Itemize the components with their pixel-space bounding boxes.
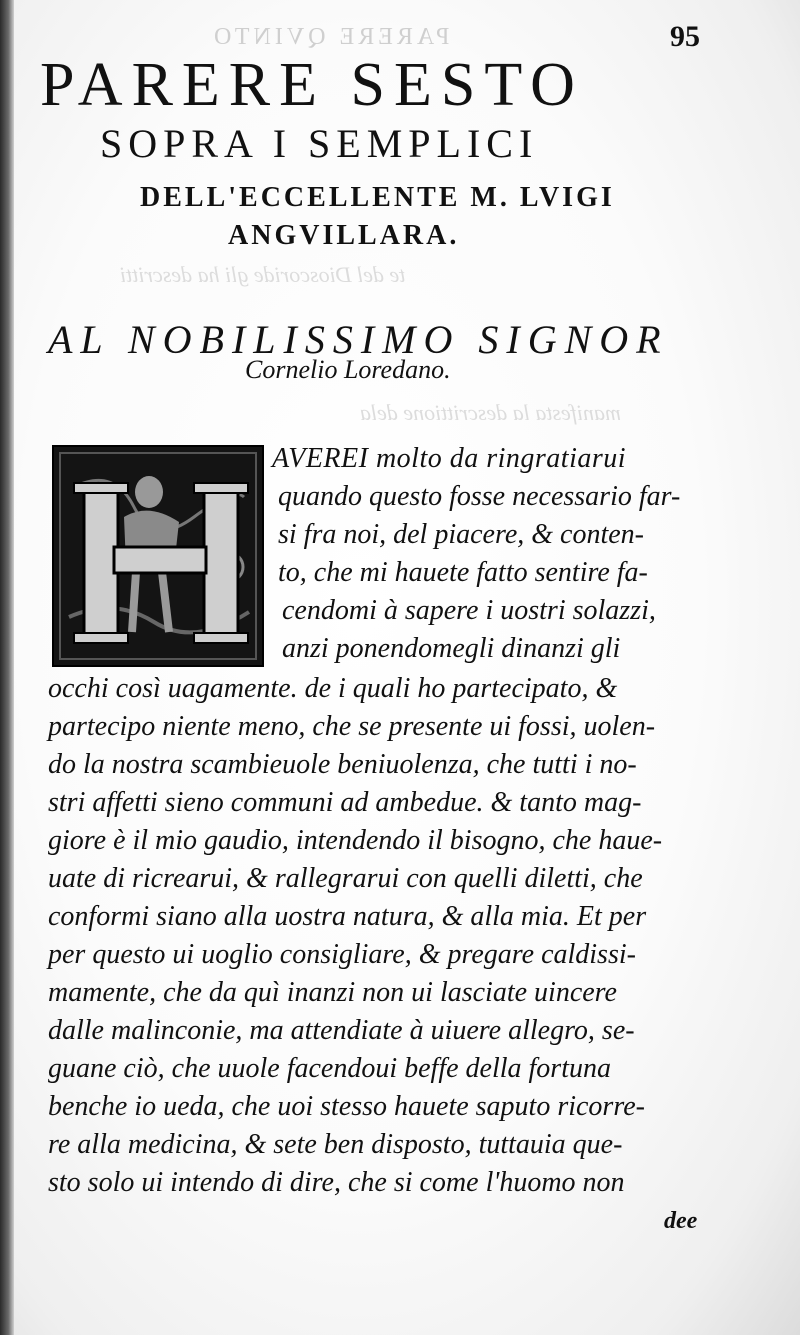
- body-line: uate di ricrearui, & rallegrarui con quelli diletti, che: [48, 863, 643, 894]
- dedication-line-2: Cornelio Loredano.: [245, 355, 451, 384]
- body-line: benche io ueda, che uoi stesso hauete saputo ricorre-: [48, 1091, 645, 1122]
- dedication-line-1: AL NOBILISSIMO SIGNOR: [48, 317, 669, 362]
- body-line: re alla medicina, & sete ben disposto, tuttauia que-: [48, 1129, 623, 1160]
- page-number: 95: [670, 20, 700, 53]
- body-line: conformi siano alla uostra natura, & alla mia. Et per: [48, 901, 647, 932]
- body-line: anzi ponendomegli dinanzi gli: [282, 633, 621, 664]
- title-line-3: DELL'ECCELLENTE M. LVIGI: [140, 182, 615, 213]
- body-line: sto solo ui intendo di dire, che si come l'huomo non: [48, 1167, 625, 1198]
- title-line-4: ANGVILLARA.: [228, 220, 460, 251]
- book-spine-shadow: [0, 0, 14, 1335]
- body-line: dalle malinconie, ma attendiate à uiuere allegro, se-: [48, 1015, 635, 1046]
- body-line: do la nostra scambieuole beniuolenza, che tutti i no-: [48, 749, 637, 780]
- woodcut-initial-h: [52, 445, 264, 667]
- body-line: si fra noi, del piacere, & conten-: [278, 519, 644, 550]
- title-line-1: PARERE SESTO: [40, 51, 584, 119]
- body-line: guane ciò, che uuole facendoui beffe della fortuna: [48, 1053, 611, 1084]
- body-line: per questo ui uoglio consigliare, & pregare caldissi-: [48, 939, 636, 970]
- body-line: stri affetti sieno communi ad ambedue. & tanto mag-: [48, 787, 642, 818]
- title-line-2: SOPRA I SEMPLICI: [100, 121, 539, 166]
- body-line: cendomi à sapere i uostri solazzi,: [282, 595, 656, 626]
- show-through-text: manifesta la descrittione dela: [360, 400, 621, 425]
- body-line: mamente, che da quì inanzi non ui lasciate uincere: [48, 977, 617, 1008]
- body-line: giore è il mio gaudio, intendendo il bisogno, che haue-: [48, 825, 663, 856]
- show-through-text: te del Dioscoride gli ha descritti: [120, 262, 406, 287]
- body-line: occhi così uagamente. de i quali ho partecipato, &: [48, 673, 618, 704]
- catchword: dee: [664, 1208, 698, 1234]
- body-line: to, che mi hauete fatto sentire fa-: [278, 557, 648, 588]
- body-line: AVEREI molto da ringratiarui: [272, 443, 627, 474]
- woodcut-initial-image: [54, 447, 262, 665]
- body-line: quando questo fosse necessario far-: [278, 481, 681, 512]
- body-line: partecipo niente meno, che se presente ui fossi, uolen-: [48, 711, 656, 742]
- show-through-running-head: PARERE QVINTO: [210, 24, 450, 50]
